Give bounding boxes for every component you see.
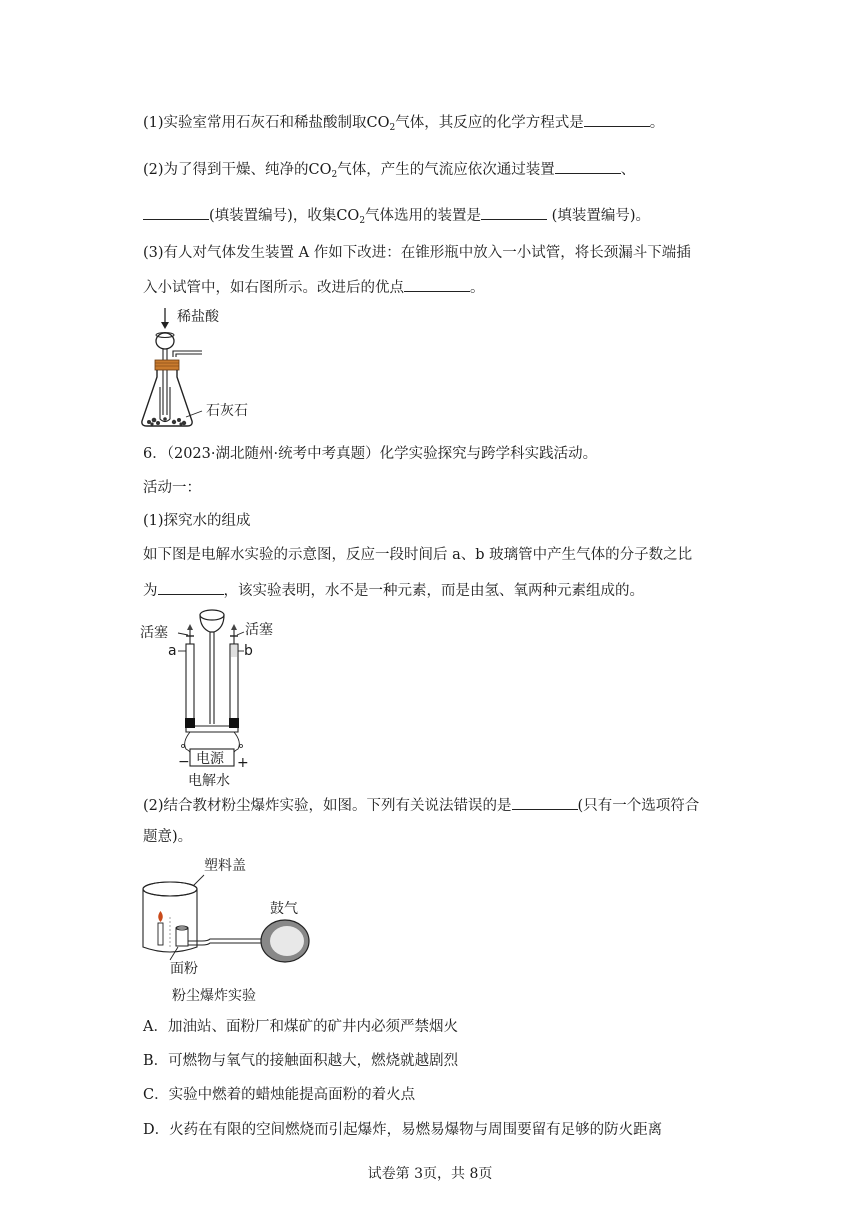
co2-formula: $CO_2$: [336, 208, 366, 226]
tube-b-label: b: [244, 643, 253, 659]
stopcock-left-label: 活塞: [140, 625, 168, 641]
q6-section1-heading: (1)探究水的组成: [143, 513, 251, 529]
q5-part1: (1)实验室常用石灰石和稀盐酸制取$CO_2$气体，其反应的化学方程式是 。: [143, 111, 664, 138]
dust-caption: 粉尘爆炸实验: [172, 988, 256, 1004]
flame-icon: [158, 911, 163, 922]
q5-part2-line1: (2)为了得到干燥、纯净的$CO_2$气体，产生的气流应依次通过装置 、: [143, 158, 635, 185]
answer-blank[interactable]: [555, 158, 621, 174]
q5-part3-line1: (3)有人对气体发生装置 A 作如下改进：在锥形瓶中放入一小试管，将长颈漏斗下端插: [143, 245, 691, 261]
dust-explosion-figure: [140, 855, 330, 1010]
co2-formula: $CO_2$: [366, 115, 396, 133]
minus-label: −: [178, 754, 190, 770]
q6-section1-line2: 为 ，该实验表明，水不是一种元素，而是由氢、氧两种元素组成的。: [143, 579, 644, 601]
plus-label: +: [237, 755, 249, 771]
answer-blank[interactable]: [143, 204, 209, 220]
option-a[interactable]: A．加油站、面粉厂和煤矿的矿井内必须严禁烟火: [143, 1019, 458, 1035]
q6-section1-line1: 如下图是电解水实验的示意图，反应一段时间后 a、b 玻璃管中产生气体的分子数之比: [143, 547, 693, 563]
answer-blank[interactable]: [404, 276, 470, 292]
q5-part1-text: (1)实验室常用石灰石和稀盐酸制取: [143, 115, 367, 131]
answer-blank[interactable]: [481, 204, 547, 220]
q5-part2-line2: (填装置编号)，收集$CO_2$气体选用的装置是 (填装置编号)。: [143, 204, 650, 231]
arrow-icon: [161, 322, 169, 329]
answer-blank[interactable]: [158, 579, 224, 595]
blow-label: 鼓气: [270, 901, 298, 917]
option-b[interactable]: B．可燃物与氧气的接触面积越大，燃烧就越剧烈: [143, 1053, 459, 1069]
flour-label: 面粉: [170, 961, 198, 977]
q6-section2-line1: (2)结合教材粉尘爆炸实验，如图。下列有关说法错误的是 (只有一个选项符合: [143, 794, 699, 816]
electrolysis-caption: 电解水: [188, 773, 230, 789]
q6-title: 6．（2023·湖北随州·统考中考真题）化学实验探究与跨学科实践活动。: [143, 446, 598, 462]
q6-activity: 活动一：: [143, 480, 201, 496]
acid-label: 稀盐酸: [177, 309, 219, 325]
q5-part1-text2: 气体，其反应的化学方程式是: [395, 115, 584, 131]
lid-label: 塑料盖: [204, 858, 246, 874]
option-c[interactable]: C．实验中燃着的蜡烛能提高面粉的着火点: [143, 1087, 416, 1103]
limestone-label: 石灰石: [206, 403, 248, 419]
tube-a-label: a: [168, 643, 177, 659]
gas-generator-figure: [140, 305, 310, 430]
electrolysis-figure: [140, 604, 290, 789]
q5-part3-line2: 入小试管中，如右图所示。改进后的优点 。: [143, 276, 485, 298]
power-label: 电源: [196, 751, 224, 767]
page-footer: 试卷第 3页，共 8页: [367, 1166, 493, 1182]
answer-blank[interactable]: [584, 111, 650, 127]
option-d[interactable]: D．火药在有限的空间燃烧而引起爆炸，易燃易爆物与周围要留有足够的防火距离: [143, 1122, 663, 1138]
co2-formula: $CO_2$: [308, 162, 338, 180]
q5-part2-text: (2)为了得到干燥、纯净的: [143, 162, 309, 178]
q6-section2-line2: 题意)。: [143, 829, 193, 845]
answer-blank[interactable]: [512, 794, 578, 810]
stopcock-right-label: 活塞: [245, 622, 273, 638]
